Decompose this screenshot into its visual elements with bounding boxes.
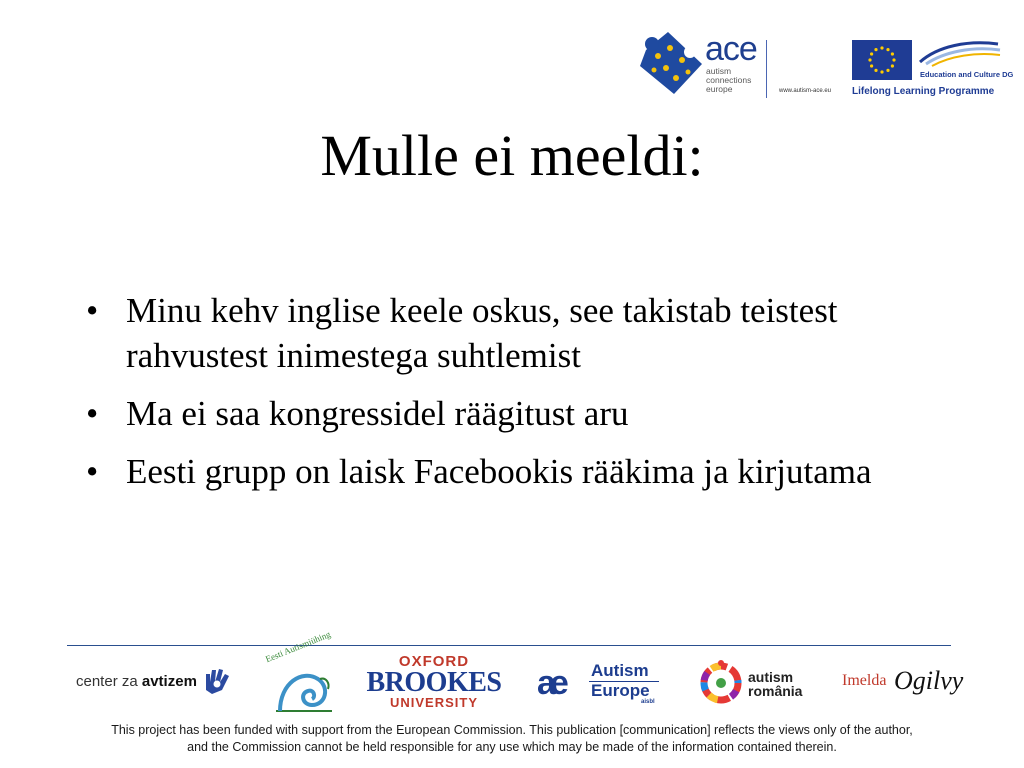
eu-flag-icon bbox=[852, 40, 912, 80]
footer-divider bbox=[67, 645, 951, 646]
funding-disclaimer bbox=[0, 722, 1024, 756]
ace-tagline-line: autism bbox=[706, 66, 732, 76]
bullet-dot: • bbox=[86, 394, 99, 433]
ae-line1: Autism bbox=[591, 661, 649, 680]
bullet-item bbox=[86, 449, 956, 494]
disclaimer-line: and the Commission cannot be held responsible for any use which may be made of the information contained therein. bbox=[187, 740, 837, 754]
oxford-brookes-logo bbox=[366, 654, 502, 714]
center-za-avtizem-logo bbox=[76, 664, 236, 700]
ar-line2: românia bbox=[748, 683, 803, 699]
eu-programme: Lifelong Learning Programme bbox=[852, 86, 995, 97]
hand-icon bbox=[200, 664, 234, 698]
snail-spiral-icon bbox=[272, 663, 336, 715]
imelda-ogilvy-logo bbox=[840, 666, 964, 706]
bullet-item bbox=[86, 391, 956, 436]
imo-last: Ogilvy bbox=[894, 666, 964, 695]
bullet-text: Minu kehv inglise keele oskus, see takistab teistest rahvustest inimestega suhtlemist bbox=[126, 291, 838, 375]
ae-suffix: aisbl bbox=[641, 699, 655, 705]
cza-bold: avtizem bbox=[141, 673, 197, 690]
ace-logo bbox=[638, 30, 843, 100]
obu-line1: OXFORD bbox=[398, 653, 470, 670]
bullet-text: Ma ei saa kongressidel räägitust aru bbox=[126, 394, 629, 433]
ae-mark: ae bbox=[537, 664, 563, 702]
swoosh-icon bbox=[918, 38, 1002, 68]
autism-romania-logo bbox=[698, 657, 808, 709]
ace-tagline-line: europe bbox=[706, 84, 733, 94]
cza-prefix: center za bbox=[76, 673, 142, 690]
ar-line1: autism bbox=[748, 669, 794, 685]
puzzle-ring-icon bbox=[698, 657, 744, 707]
bullet-item bbox=[86, 288, 956, 378]
eau-text: Eesti Autismiühing bbox=[264, 629, 332, 665]
center-za-avtizem-text bbox=[76, 673, 197, 690]
ae-line2: Europe bbox=[591, 681, 650, 700]
disclaimer-line: This project has been funded with support from the European Commission. This publication [communication] reflects the views only of the author, bbox=[111, 723, 913, 737]
eu-lifelong-learning-logo bbox=[852, 38, 1017, 100]
eu-department: Education and Culture DG bbox=[920, 70, 1014, 79]
autism-europe-logo bbox=[537, 660, 662, 708]
obu-line3: UNIVERSITY bbox=[389, 695, 478, 710]
bullet-list bbox=[86, 288, 956, 507]
ace-tagline bbox=[706, 67, 751, 94]
bullet-dot: • bbox=[86, 291, 99, 330]
bullet-text: Eesti grupp on laisk Facebookis rääkima ja kirjutama bbox=[126, 452, 872, 491]
bullet-dot: • bbox=[86, 452, 99, 491]
ar-text bbox=[748, 670, 802, 698]
ace-tagline-line: connections bbox=[706, 75, 752, 85]
obu-line2: BROOKES bbox=[366, 667, 502, 698]
slide-title: Mulle ei meeldi: bbox=[320, 123, 704, 188]
ace-divider bbox=[766, 40, 767, 98]
imo-first: Imelda bbox=[842, 672, 887, 689]
ace-wordmark: ace bbox=[705, 30, 757, 68]
puzzle-stars-icon bbox=[638, 30, 704, 96]
eesti-autismiuhing-logo bbox=[262, 629, 340, 715]
ace-url: www.autism-ace.eu bbox=[779, 88, 832, 94]
